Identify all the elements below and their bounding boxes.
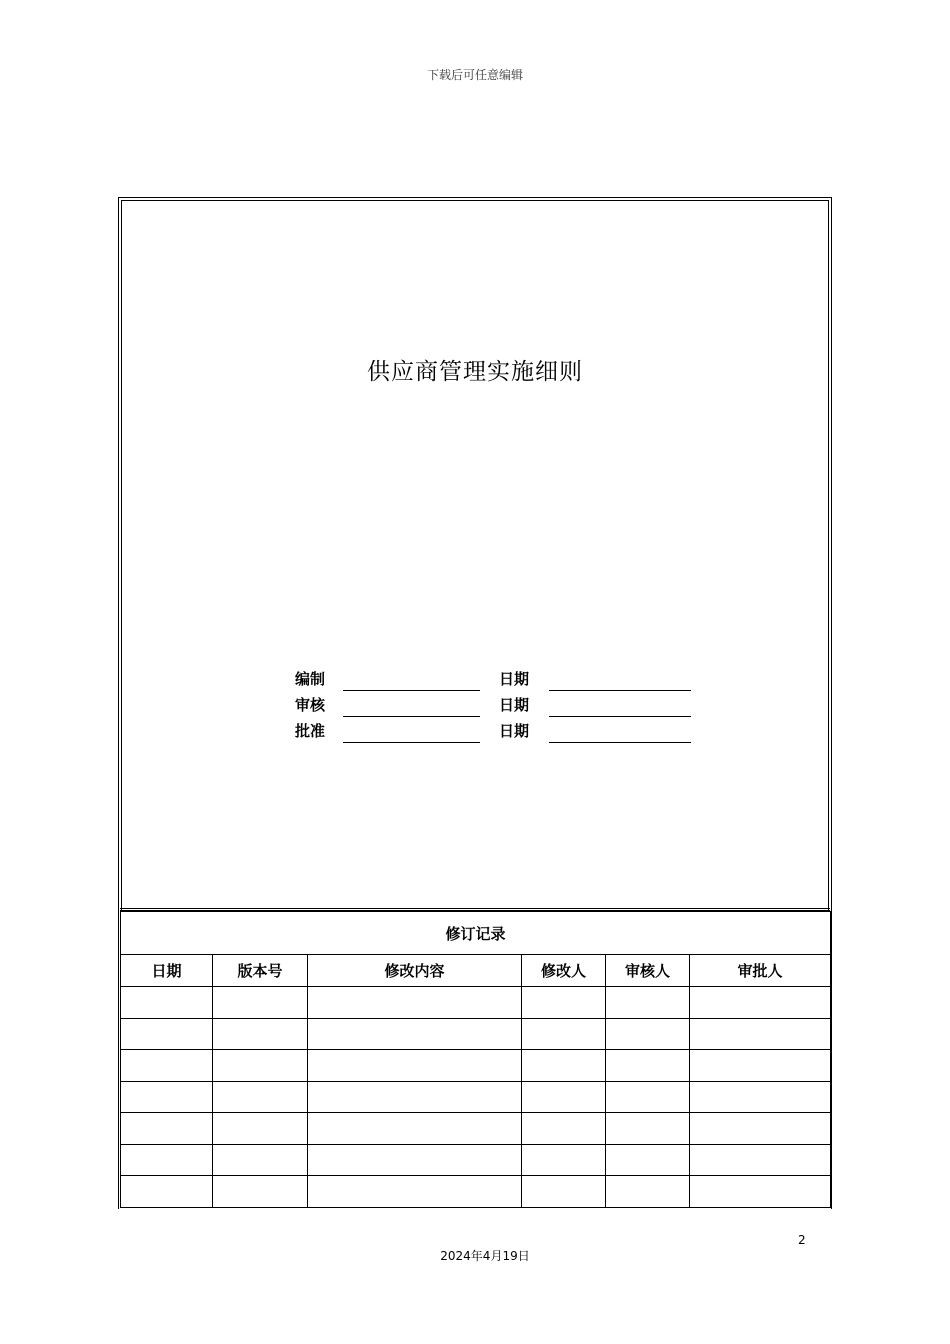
table-cell[interactable] xyxy=(690,1018,831,1050)
table-cell[interactable] xyxy=(308,1144,522,1176)
table-cell[interactable] xyxy=(606,1144,690,1176)
table-cell[interactable] xyxy=(121,1018,213,1050)
signature-line[interactable] xyxy=(343,742,480,743)
table-row xyxy=(121,1144,831,1176)
column-header-approver: 审批人 xyxy=(690,955,831,987)
table-cell[interactable] xyxy=(606,987,690,1019)
table-cell[interactable] xyxy=(213,1113,308,1145)
signoff-block xyxy=(295,668,695,746)
table-cell[interactable] xyxy=(606,1018,690,1050)
date-label: 日期 xyxy=(499,722,530,740)
column-header-modifier: 修改人 xyxy=(522,955,606,987)
table-cell[interactable] xyxy=(690,1081,831,1113)
table-cell[interactable] xyxy=(690,987,831,1019)
table-cell[interactable] xyxy=(606,1176,690,1208)
column-header-changes: 修改内容 xyxy=(308,955,522,987)
table-cell[interactable] xyxy=(308,1081,522,1113)
table-cell[interactable] xyxy=(606,1113,690,1145)
column-header-version: 版本号 xyxy=(213,955,308,987)
footer-date: 2024年4月19日 xyxy=(440,1249,530,1263)
signoff-row-reviewed xyxy=(295,694,695,720)
table-row xyxy=(121,987,831,1019)
table-cell[interactable] xyxy=(690,1176,831,1208)
table-cell[interactable] xyxy=(121,987,213,1019)
signoff-row-prepared xyxy=(295,668,695,694)
table-cell[interactable] xyxy=(121,1050,213,1082)
table-cell[interactable] xyxy=(213,1081,308,1113)
table-cell[interactable] xyxy=(690,1144,831,1176)
table-row xyxy=(121,1081,831,1113)
table-row xyxy=(121,1050,831,1082)
table-cell[interactable] xyxy=(606,1081,690,1113)
table-cell[interactable] xyxy=(213,987,308,1019)
table-cell[interactable] xyxy=(308,1050,522,1082)
signoff-label: 编制 xyxy=(295,670,326,688)
table-cell[interactable] xyxy=(121,1144,213,1176)
table-row xyxy=(121,1018,831,1050)
signature-line[interactable] xyxy=(343,690,480,691)
table-cell[interactable] xyxy=(522,1050,606,1082)
date-line[interactable] xyxy=(549,716,691,717)
date-line[interactable] xyxy=(549,742,691,743)
table-row xyxy=(121,1176,831,1208)
revision-caption: 修订记录 xyxy=(121,912,831,955)
table-cell[interactable] xyxy=(690,1113,831,1145)
document-title: 供应商管理实施细则 xyxy=(367,359,583,385)
table-cell[interactable] xyxy=(522,1081,606,1113)
column-header-reviewer: 审核人 xyxy=(606,955,690,987)
column-header-date: 日期 xyxy=(121,955,213,987)
table-cell[interactable] xyxy=(522,1113,606,1145)
table-cell[interactable] xyxy=(213,1018,308,1050)
table-cell[interactable] xyxy=(213,1050,308,1082)
table-cell[interactable] xyxy=(522,987,606,1019)
table-cell[interactable] xyxy=(690,1050,831,1082)
cover-frame xyxy=(121,200,829,910)
table-cell[interactable] xyxy=(308,987,522,1019)
table-cell[interactable] xyxy=(522,1018,606,1050)
signature-line[interactable] xyxy=(343,716,480,717)
revision-record xyxy=(120,908,830,1208)
date-label: 日期 xyxy=(499,696,530,714)
table-cell[interactable] xyxy=(121,1176,213,1208)
table-cell[interactable] xyxy=(213,1144,308,1176)
table-cell[interactable] xyxy=(308,1113,522,1145)
table-cell[interactable] xyxy=(213,1176,308,1208)
signoff-row-approved xyxy=(295,720,695,746)
page-number: 2 xyxy=(798,1233,806,1247)
revision-rows xyxy=(121,987,831,1208)
table-cell[interactable] xyxy=(308,1176,522,1208)
table-cell[interactable] xyxy=(522,1176,606,1208)
table-cell[interactable] xyxy=(606,1050,690,1082)
date-label: 日期 xyxy=(499,670,530,688)
revision-table xyxy=(120,911,831,1208)
table-cell[interactable] xyxy=(522,1144,606,1176)
table-cell[interactable] xyxy=(121,1113,213,1145)
date-line[interactable] xyxy=(549,690,691,691)
signoff-label: 批准 xyxy=(295,722,326,740)
table-cell[interactable] xyxy=(121,1081,213,1113)
signoff-label: 审核 xyxy=(295,696,326,714)
header-note: 下载后可任意编辑 xyxy=(426,68,523,82)
table-cell[interactable] xyxy=(308,1018,522,1050)
table-row xyxy=(121,1113,831,1145)
